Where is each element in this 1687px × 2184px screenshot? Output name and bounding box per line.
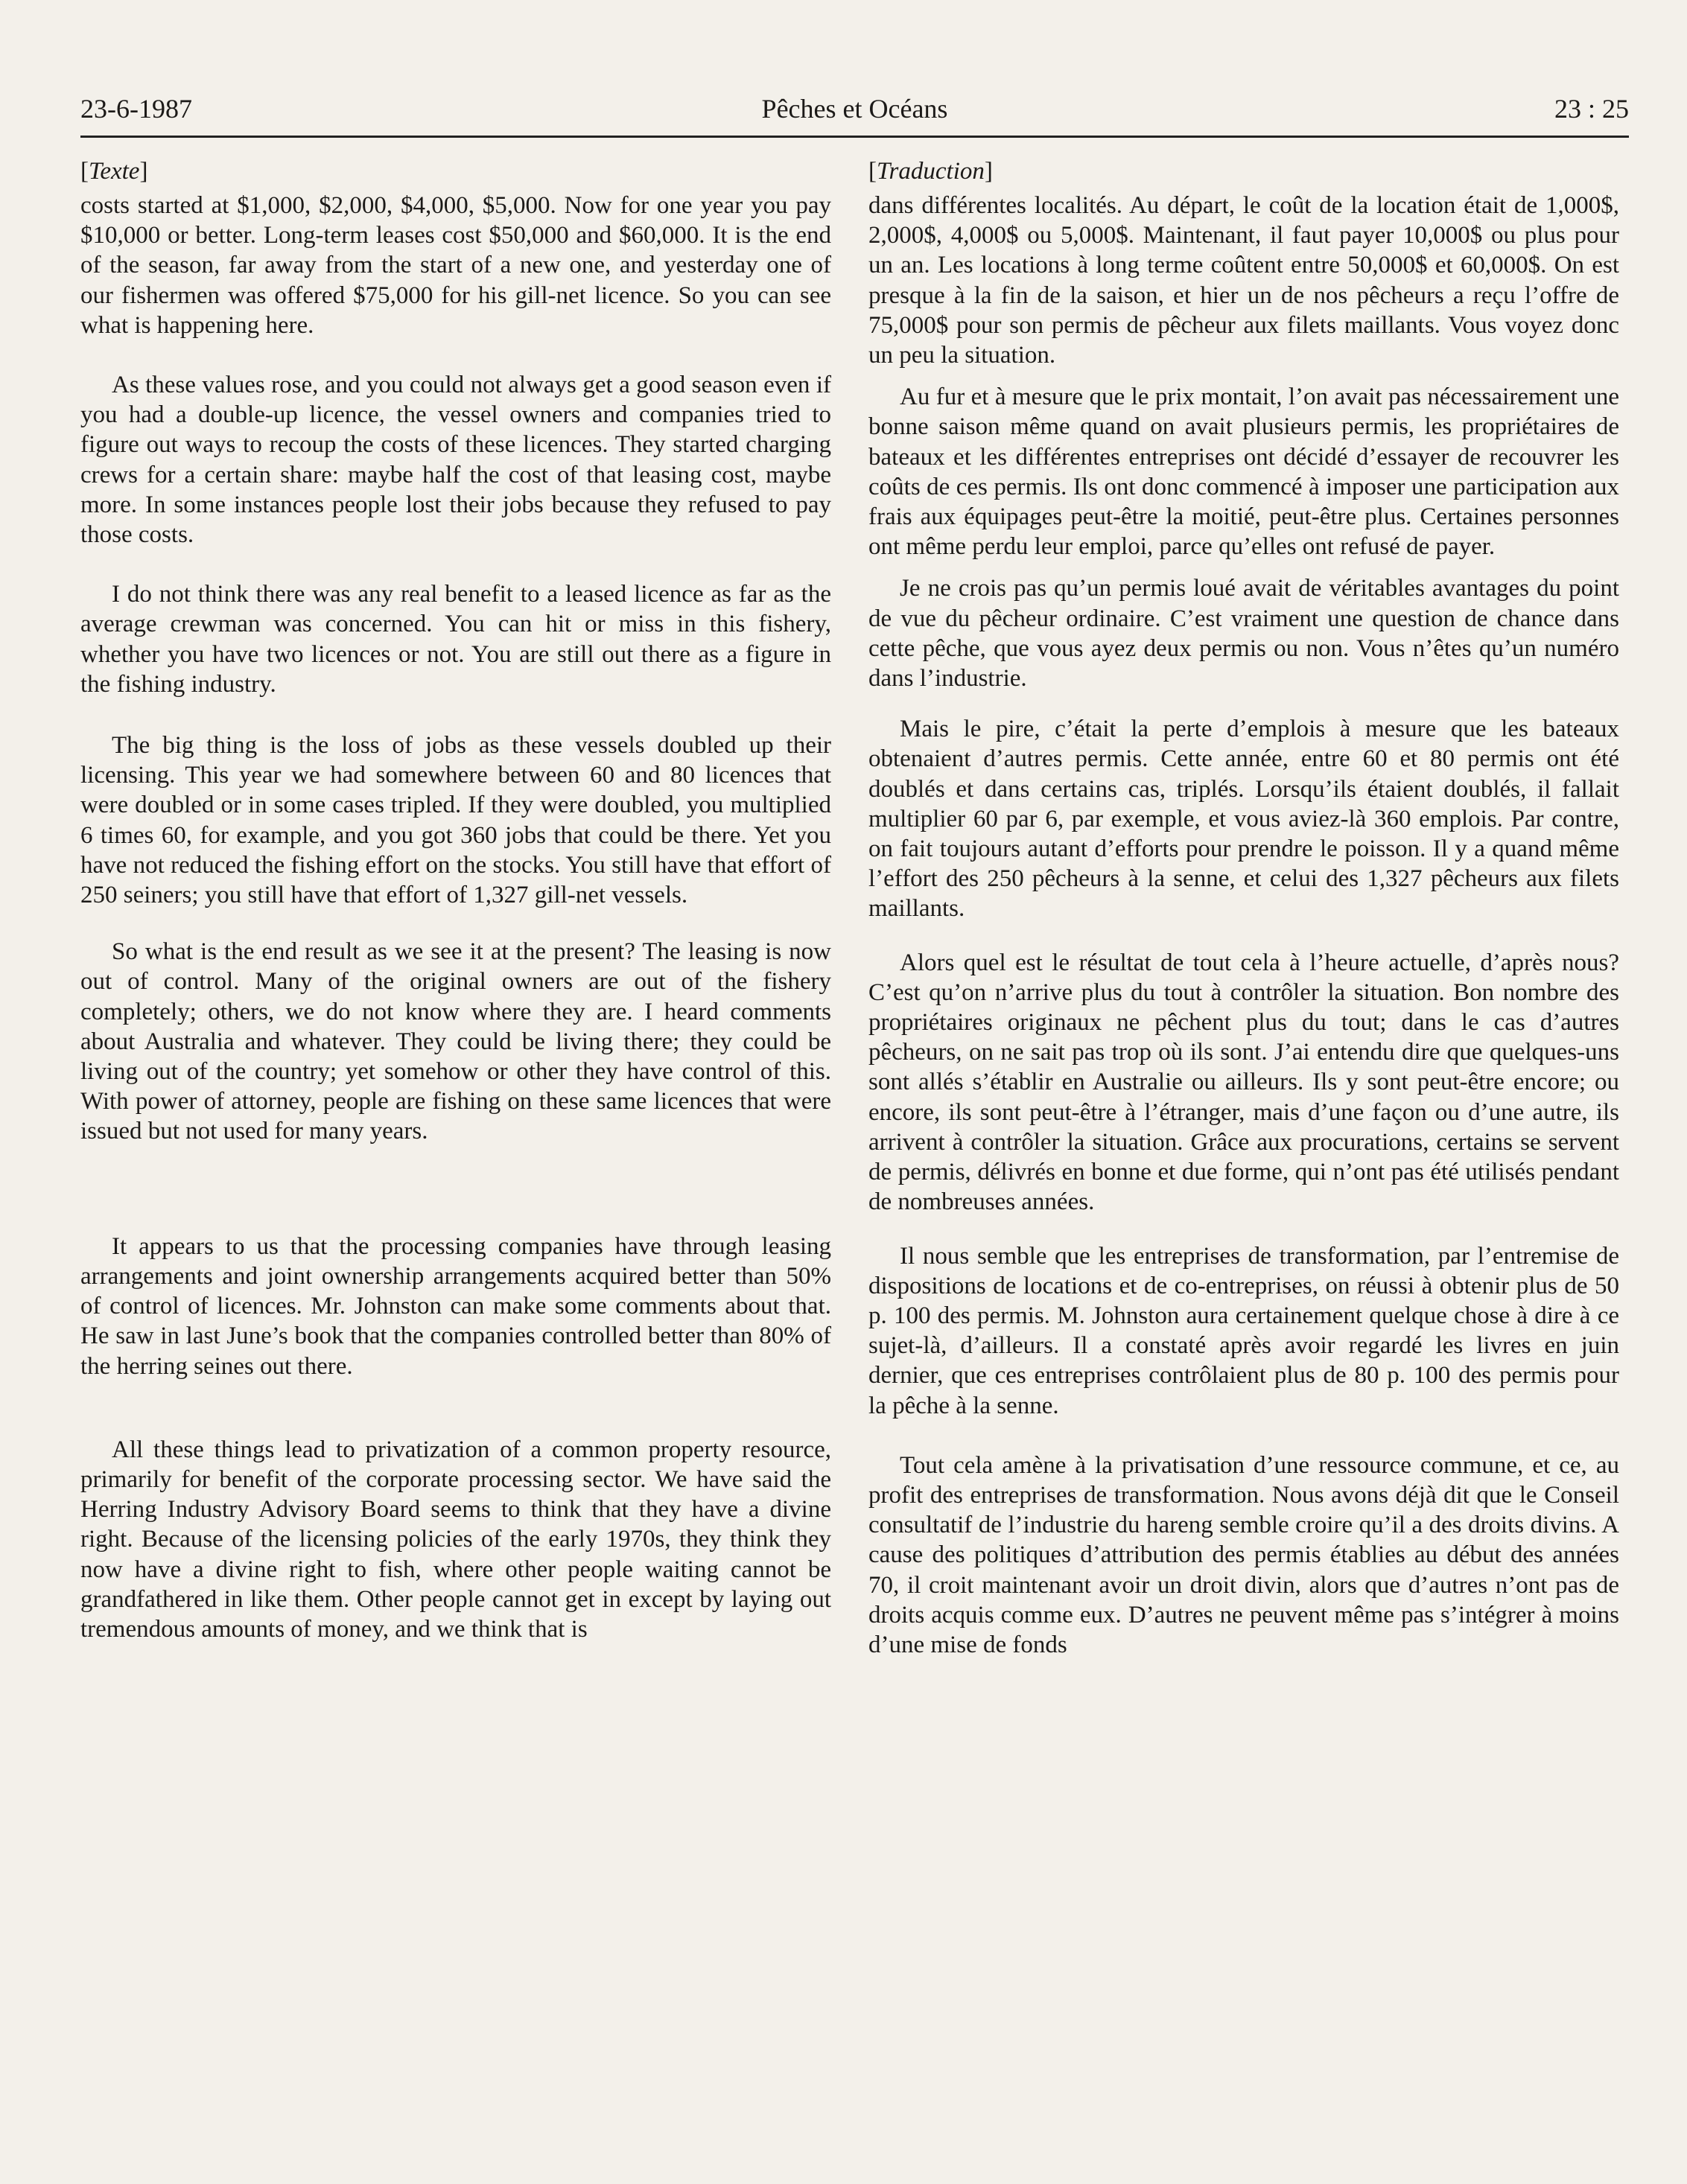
label-text: Traduction	[877, 158, 985, 185]
right-column-french	[868, 155, 1619, 1660]
paragraph: Il nous semble que les entreprises de transformation, par l’entremise de dispositions de locations et de co-entreprises, on réussi à obtenir plus de 50 p. 100 des permis. M. Johnston aura certainement quelque chose à dire à ce sujet-là, d’ailleurs. Il a constaté après avoir regardé les livres en juin dernier, que ces entreprises contrôlaient plus de 80 p. 100 des permis pour la pêche à la senne.	[868, 1242, 1619, 1419]
paragraph: So what is the end result as we see it at the present? The leasing is now out of control. Many of the original owners are out of the fishery completely; others, we do not know where they are. I heard comments about Australia and whatever. They could be living there; they could be living out of the country; yet somehow or other they have control of this. With power of attorney, people are fishing on these same licences that were issued but not used for many years.	[80, 938, 831, 1145]
label-text: Texte	[89, 158, 140, 185]
paragraph: Mais le pire, c’était la perte d’emplois à mesure que les bateaux obtenaient d’autres permis. Cette année, entre 60 et 80 permis ont été doublés et dans certains cas, triplés. Lorsqu’ils étaient doublés, il fallait multiplier 60 par 6, par exemple, et vous aviez-là 360 emplois. Par contre, on fait toujours autant d’efforts pour prendre le poisson. Il y a quand même l’effort des 250 pêcheurs à la senne, et celui des 1,327 pêcheurs aux filets maillants.	[868, 716, 1619, 923]
paragraph: Tout cela amène à la privatisation d’une ressource commune, et ce, au profit des entreprises de transformation. Nous avons déjà dit que le Conseil consultatif de l’industrie du hareng semble croire qu’il a des droits divins. A cause des politiques d’attribution des permis établies au début des années 70, il croit maintenant avoir un droit divin, alors que d’autres n’ont pas de droits acquis comme eux. D’autres ne peuvent même pas s’intégrer à moins d’une mise de fonds	[868, 1451, 1619, 1658]
paragraph: Au fur et à mesure que le prix montait, l’on avait pas nécessairement une bonne saison même quand on avait plusieurs permis, les propriétaires de bateaux et les différentes entreprises ont décidé d’essayer de recouvrer les coûts de ces permis. Ils ont donc commencé à imposer une participation aux frais aux équipages peut-être la moitié, peut-être plus. Certaines personnes ont même perdu leur emploi, parce qu’elles ont refusé de payer.	[868, 383, 1619, 561]
paragraph: dans différentes localités. Au départ, le coût de la location était de 1,000$, 2,000$, 4,000$ ou 5,000$. Maintenant, il faut payer 10,000$ ou plus pour un an. Les locations à long terme coûtent entre 50,000$ et 60,000$. On est presque à la fin de la saison, et hier un de nos pêcheurs a reçu l’offre de 75,000$ pour son permis de pêcheur aux filets maillants. Vous voyez donc un peu la situation.	[868, 192, 1619, 369]
label-bracket-close: ]	[984, 158, 993, 185]
paragraph: Je ne crois pas qu’un permis loué avait de véritables avantages du point de vue du pêcheur ordinaire. C’est vraiment une question de chance dans cette pêche, que vous ayez deux permis ou non. Vous n’êtes qu’un numéro dans l’industrie.	[868, 575, 1619, 693]
paragraph: costs started at $1,000, $2,000, $4,000, $5,000. Now for one year you pay $10,000 or better. Long-term leases cost $50,000 and $60,000. It is the end of the season, far away from the start of a new one, and yesterday one of our fishermen was offered $75,000 for his gill-net licence. So you can see what is happening here.	[80, 192, 831, 339]
page-header	[80, 89, 1629, 138]
label-bracket-open: [	[868, 158, 877, 185]
paragraph: The big thing is the loss of jobs as these vessels doubled up their licensing. This year we had somewhere between 60 and 80 licences that were doubled or in some cases tripled. If they were doubled, you multiplied 6 times 60, for example, and you got 360 jobs that could be there. Yet you have not reduced the fishing effort on the stocks. You still have that effort of 250 seiners; you still have that effort of 1,327 gill-net vessels.	[80, 732, 831, 909]
label-bracket-close: ]	[139, 158, 148, 185]
column-label-traduction	[868, 155, 1619, 188]
paragraph: I do not think there was any real benefit to a leased licence as far as the average crewman was concerned. You can hit or miss in this fishery, whether you have two licences or not. You are still out there as a figure in the fishing industry.	[80, 581, 831, 698]
paragraph: Alors quel est le résultat de tout cela à l’heure actuelle, d’après nous? C’est qu’on n’arrive plus du tout à contrôler la situation. Bon nombre des propriétaires originaux ne pêchent plus du tout; dans le cas d’autres pêcheurs, on ne sait pas trop où ils sont. J’ai entendu dire que quelques-uns sont allés s’établir en Australie ou ailleurs. Ils y sont peut-être encore; ou encore, ils sont peut-être à l’étranger, mais d’une façon ou d’une autre, ils arrivent à contrôler la situation. Grâce aux procurations, certains se servent de permis, délivrés en bonne et due forme, qui n’ont pas été utilisés pendant de nombreuses années.	[868, 949, 1619, 1216]
label-bracket-open: [	[80, 158, 89, 185]
paragraph: It appears to us that the processing companies have through leasing arrangements and joint ownership arrangements acquired better than 50% of control of licences. Mr. Johnston can make some comments about that. He saw in last June’s book that the companies controlled better than 80% of the herring seines out there.	[80, 1232, 831, 1380]
left-column-english	[80, 155, 831, 1644]
header-title: Pêches et Océans	[761, 94, 948, 124]
paragraph: As these values rose, and you could not always get a good season even if you had a double-up licence, the vessel owners and companies tried to figure out ways to recoup the costs of these licences. They started charging crews for a certain share: maybe half the cost of that leasing cost, maybe more. In some instances people lost their jobs because they refused to pay those costs.	[80, 372, 831, 549]
header-date: 23-6-1987	[80, 94, 192, 124]
paragraph: All these things lead to privatization of a common property resource, primarily for benefit of the corporate processing sector. We have said the Herring Industry Advisory Board seems to think that they have a divine right. Because of the licensing policies of the early 1970s, they think they now have a divine right to fish, where other people waiting cannot be grandfathered in like them. Other people cannot get in except by laying out tremendous amounts of money, and we think that is	[80, 1436, 831, 1643]
column-label-texte	[80, 155, 831, 188]
header-page-number: 23 : 25	[1554, 94, 1629, 124]
